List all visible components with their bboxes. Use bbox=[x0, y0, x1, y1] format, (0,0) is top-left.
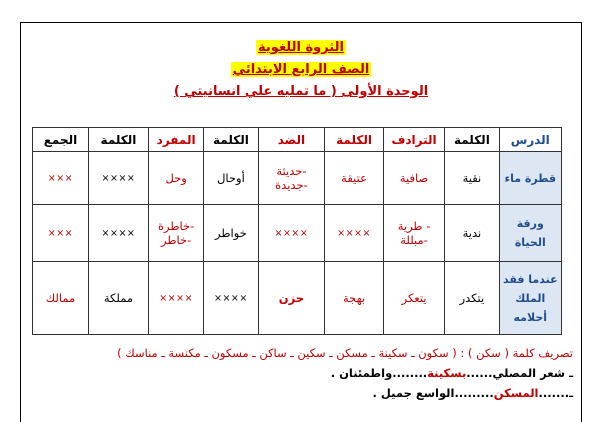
word-cell: بهجة bbox=[325, 262, 384, 335]
singular-cell: وحل bbox=[149, 152, 204, 205]
word-cell: ×××× bbox=[88, 152, 148, 205]
header bbox=[21, 37, 581, 99]
answer-word: بسكينة bbox=[427, 366, 467, 380]
antonym-cell: -حديثة -جديدة bbox=[258, 152, 325, 205]
word-cell: ×××× bbox=[204, 262, 258, 335]
vocabulary-table bbox=[32, 127, 562, 335]
word-cell: نقية bbox=[445, 152, 499, 205]
col-lesson: الدرس bbox=[499, 128, 561, 152]
word-cell: مملكة bbox=[88, 262, 148, 335]
singular-cell: -خاطرة -خاطر bbox=[149, 205, 204, 262]
morphology-section bbox=[28, 343, 573, 403]
word-cell: ندية bbox=[445, 205, 499, 262]
lesson-cell: عندما فقد الملك أحلامه bbox=[499, 262, 561, 335]
table-row bbox=[33, 205, 562, 262]
col-word: الكلمة bbox=[325, 128, 384, 152]
word-cell: خواطر bbox=[204, 205, 258, 262]
col-word: الكلمة bbox=[445, 128, 499, 152]
lesson-cell: قطرة ماء bbox=[499, 152, 561, 205]
word-cell: عتيقة bbox=[325, 152, 384, 205]
example-sentence: ـ.......المسكن.........الواسع جميل . bbox=[372, 386, 573, 400]
morphology-intro: تصريف كلمة ( سكن ) : ( سكون ـ سكينة ـ مسكن ـ سكين ـ ساكن ـ مسكون ـ مكنسة ـ مناسك ) bbox=[117, 346, 573, 360]
header-title: الثروة اللغوية bbox=[258, 40, 344, 55]
word-cell: ×××× bbox=[88, 205, 148, 262]
synonym-cell: صافية bbox=[383, 152, 444, 205]
antonym-cell: حزن bbox=[258, 262, 325, 335]
antonym-cell: ×××× bbox=[258, 205, 325, 262]
table-header-row bbox=[33, 128, 562, 152]
header-grade: الصف الرابع الابتدائي bbox=[232, 62, 370, 77]
col-word: الكلمة bbox=[88, 128, 148, 152]
col-singular: المفرد bbox=[149, 128, 204, 152]
col-plural: الجمع bbox=[33, 128, 89, 152]
word-cell: ×××× bbox=[325, 205, 384, 262]
word-cell: يتكدر bbox=[445, 262, 499, 335]
col-antonym: الضد bbox=[258, 128, 325, 152]
plural-cell: ××× bbox=[33, 152, 89, 205]
header-unit: الوحدة الأولى ( ما تمليه علي انسانيتي ) bbox=[173, 84, 429, 99]
answer-word: المسكن bbox=[493, 386, 539, 400]
plural-cell: ××× bbox=[33, 205, 89, 262]
synonym-cell: - طرية -مبللة bbox=[383, 205, 444, 262]
word-cell: أوحال bbox=[204, 152, 258, 205]
table-row bbox=[33, 262, 562, 335]
worksheet-page bbox=[20, 22, 582, 422]
example-sentence: ـ شعر المصلي......بسكينة........واطمئنان . bbox=[330, 366, 573, 380]
synonym-cell: يتعكر bbox=[383, 262, 444, 335]
lesson-cell: ورقة الحياة bbox=[499, 205, 561, 262]
col-synonym: الترادف bbox=[383, 128, 444, 152]
plural-cell: ممالك bbox=[33, 262, 89, 335]
table-row bbox=[33, 152, 562, 205]
singular-cell: ×××× bbox=[149, 262, 204, 335]
col-word: الكلمة bbox=[204, 128, 258, 152]
